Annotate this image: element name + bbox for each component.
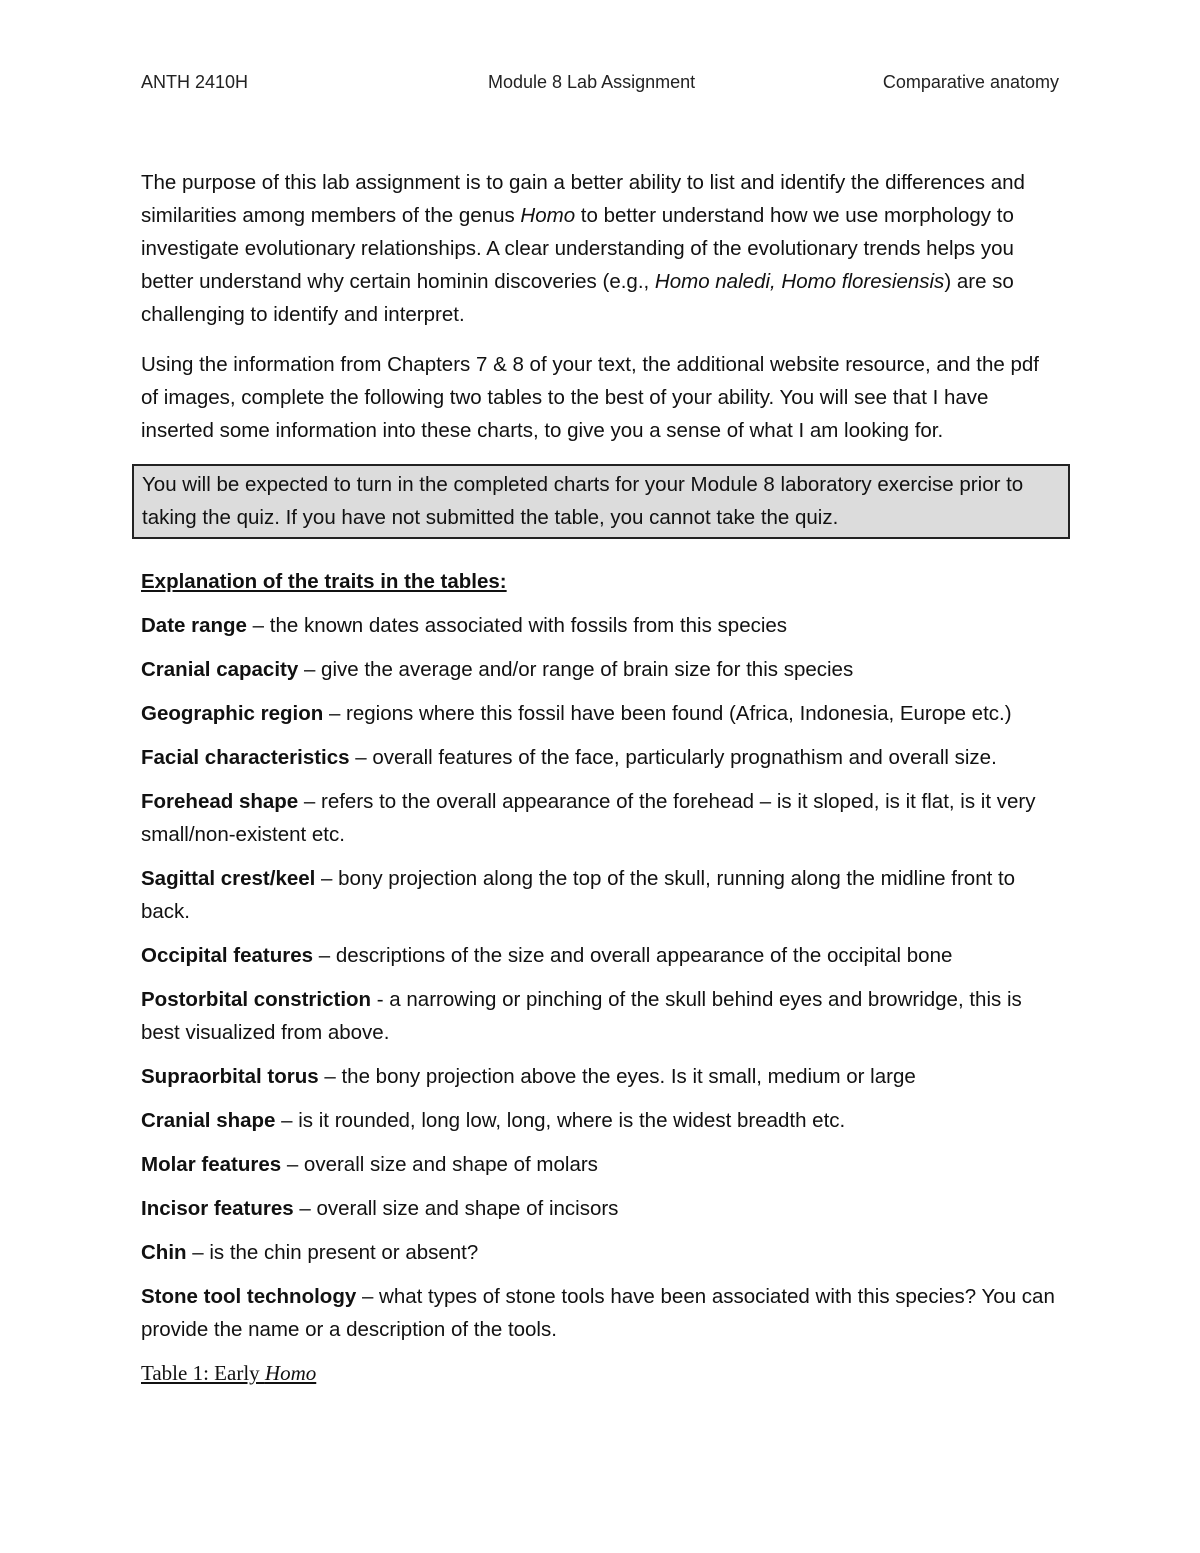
trait-list <box>141 609 1061 1346</box>
trait-description: – overall size and shape of molars <box>281 1153 598 1176</box>
trait-description: – give the average and/or range of brain size for this species <box>298 658 854 681</box>
trait-description: – is the chin present or absent? <box>186 1241 479 1264</box>
trait-item <box>141 1148 1061 1181</box>
trait-item <box>141 697 1061 730</box>
trait-item <box>141 1236 1061 1269</box>
page-header <box>141 72 1059 96</box>
trait-term: Stone tool technology <box>141 1285 357 1308</box>
table-1-title-genus: Homo <box>264 1361 317 1385</box>
intro-paragraph-instructions: Using the information from Chapters 7 & 8 of your text, the additional website resource, and the pdf of images, complete the following two tables to the best of your ability. You will see that I have inserted some information into these charts, to give you a sense of what I am looking for. <box>141 353 1039 442</box>
trait-description: - a narrowing or pinching of the skull behind eyes and browridge, this is best visualized from above. <box>141 988 1022 1044</box>
header-course: ANTH 2410H <box>141 72 249 92</box>
trait-term: Sagittal crest/keel <box>141 867 316 890</box>
intro-text-b: to better understand how we use morphology to investigate evolutionary relationships. A clear understanding of the evolutionary trends helps you better understand why certain hominin discoveries (e.g., <box>141 204 1014 293</box>
explanation-heading: Explanation of the traits in the tables: <box>141 570 507 593</box>
trait-item <box>141 609 1061 642</box>
trait-term: Cranial capacity <box>141 658 299 681</box>
trait-item <box>141 1060 1061 1093</box>
trait-item <box>141 785 1061 851</box>
header-assignment: Module 8 Lab Assignment <box>488 72 696 92</box>
trait-item <box>141 741 1061 774</box>
trait-term: Postorbital constriction <box>141 988 372 1011</box>
intro-species-examples: Homo naledi, Homo floresiensis <box>654 270 945 293</box>
trait-description: – what types of stone tools have been associated with this species? You can provide the name or a description of the tools. <box>141 1285 1055 1341</box>
trait-item <box>141 862 1061 928</box>
trait-description: – the known dates associated with fossils from this species <box>246 614 788 637</box>
intro-genus-homo: Homo <box>520 204 576 227</box>
trait-term: Occipital features <box>141 944 314 967</box>
table-1-title-prefix: Table 1: Early <box>141 1361 265 1385</box>
trait-description: – descriptions of the size and overall appearance of the occipital bone <box>313 944 953 967</box>
trait-description: – refers to the overall appearance of the forehead – is it sloped, is it flat, is it very small/non-existent etc. <box>141 790 1036 846</box>
trait-term: Supraorbital torus <box>141 1065 319 1088</box>
trait-item <box>141 1192 1061 1225</box>
trait-description: – the bony projection above the eyes. Is it small, medium or large <box>318 1065 916 1088</box>
trait-term: Forehead shape <box>141 790 299 813</box>
trait-description: – overall features of the face, particularly prognathism and overall size. <box>349 746 997 769</box>
trait-description: – bony projection along the top of the skull, running along the midline front to back. <box>141 867 1016 923</box>
document-body <box>141 166 1061 1390</box>
trait-item <box>141 1104 1061 1137</box>
intro-paragraph-purpose <box>141 166 1061 331</box>
trait-term: Date range <box>141 614 247 637</box>
intro-text-c: ) are so challenging to identify and interpret. <box>141 270 1014 326</box>
trait-description: – regions where this fossil have been found (Africa, Indonesia, Europe etc.) <box>323 702 1012 725</box>
header-topic: Comparative anatomy <box>882 72 1059 92</box>
trait-term: Molar features <box>141 1153 282 1176</box>
trait-item <box>141 653 1061 686</box>
trait-item <box>141 939 1061 972</box>
trait-term: Cranial shape <box>141 1109 276 1132</box>
trait-item <box>141 1280 1061 1346</box>
trait-term: Geographic region <box>141 702 324 725</box>
trait-term: Incisor features <box>141 1197 294 1220</box>
submission-notice-box: You will be expected to turn in the completed charts for your Module 8 laboratory exercise prior to taking the quiz. If you have not submitted the table, you cannot take the quiz. <box>132 464 1070 539</box>
intro-text-a: The purpose of this lab assignment is to gain a better ability to list and identify the differences and similarities among members of the genus <box>141 171 1025 227</box>
table-1-title <box>141 1357 1061 1390</box>
trait-description: – overall size and shape of incisors <box>293 1197 619 1220</box>
trait-term: Chin <box>141 1241 187 1264</box>
trait-item <box>141 983 1061 1049</box>
trait-term: Facial characteristics <box>141 746 350 769</box>
trait-description: – is it rounded, long low, long, where is the widest breadth etc. <box>275 1109 846 1132</box>
